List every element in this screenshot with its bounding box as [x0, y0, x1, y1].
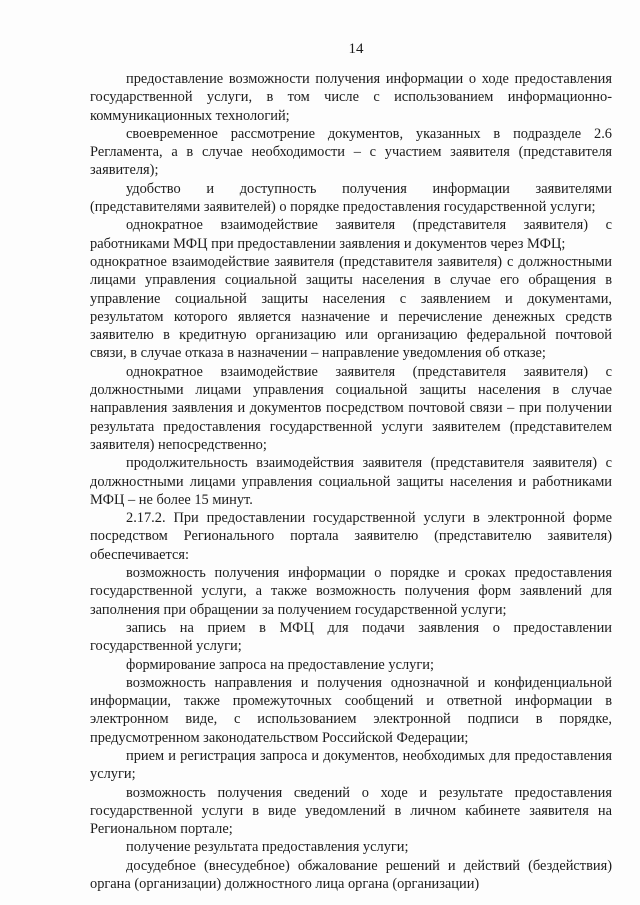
page-number: 14 — [348, 41, 364, 57]
paragraph: возможность направления и получения однозначной и конфиденциальной информации, также промежуточных сообщений и ответной информации в электронном виде, с использованием электронной подписи в порядке, предусмотренном законодательством Российской Федерации; — [90, 674, 612, 746]
paragraph: своевременное рассмотрение документов, указанных в подразделе 2.6 Регламента, а в случае необходимости – с участием заявителя (представителя заявителя); — [90, 125, 612, 179]
paragraph: формирование запроса на предоставление услуги; — [126, 656, 434, 673]
paragraph: однократное взаимодействие заявителя (представителя заявителя) с работниками МФЦ при предоставлении заявления и документов через МФЦ; — [90, 217, 612, 252]
paragraph: предоставление возможности получения информации о ходе предоставления государственной услуги, в том числе с использованием информационно-коммуникационных технологий; — [90, 71, 612, 124]
paragraph: однократное взаимодействие заявителя (представителя заявителя) с должностными лицами управления социальной защиты населения в случае направления заявления и документов посредством почтовой связи – при получении результата предоставления государственной услуги заявителем (представителем заявителя) непосредственно; — [90, 363, 612, 453]
paragraph: возможность получения сведений о ходе и результате предоставления государственной услуги в виде уведомлений в личном кабинете заявителя на Региональном портале; — [90, 784, 612, 838]
paragraph: продолжительность взаимодействия заявителя (представителя заявителя) с должностными лицами управления социальной защиты населения и работниками МФЦ – не более 15 минут. — [90, 455, 612, 508]
paragraph: прием и регистрация запроса и документов, необходимых для предоставления услуги; — [90, 747, 612, 783]
document-body — [90, 70, 612, 893]
paragraph: возможность получения информации о порядке и сроках предоставления государственной услуги, а также возможность получения форм заявлений для заполнения при обращении за получением государственной услуги; — [90, 565, 612, 618]
paragraph: получение результата предоставления услуги; — [126, 839, 409, 856]
paragraph: досудебное (внесудебное) обжалование решений и действий (бездействия) органа (организации) должностного лица органа (организации) — [90, 857, 612, 893]
paragraph: однократное взаимодействие заявителя (представителя заявителя) с должностными лицами управления социальной защиты населения в случае его обращения в управление социальной защиты населения с заявлением и документами, результатом которого является назначение и перечисление денежных средств заявителю в кредитную организацию или организацию федеральной почтовой связи, в случае отказа в назначении – направление уведомления об отказе; — [90, 253, 612, 362]
paragraph: удобство и доступность получения информации заявителями (представителями заявителей) о порядке предоставления государственной услуги; — [90, 180, 612, 216]
paragraph: запись на прием в МФЦ для подачи заявления о предоставлении государственной услуги; — [90, 619, 612, 655]
paragraph: 2.17.2. При предоставлении государственной услуги в электронной форме посредством Регионального портала заявителю (представителю заявителя) обеспечивается: — [90, 510, 612, 563]
